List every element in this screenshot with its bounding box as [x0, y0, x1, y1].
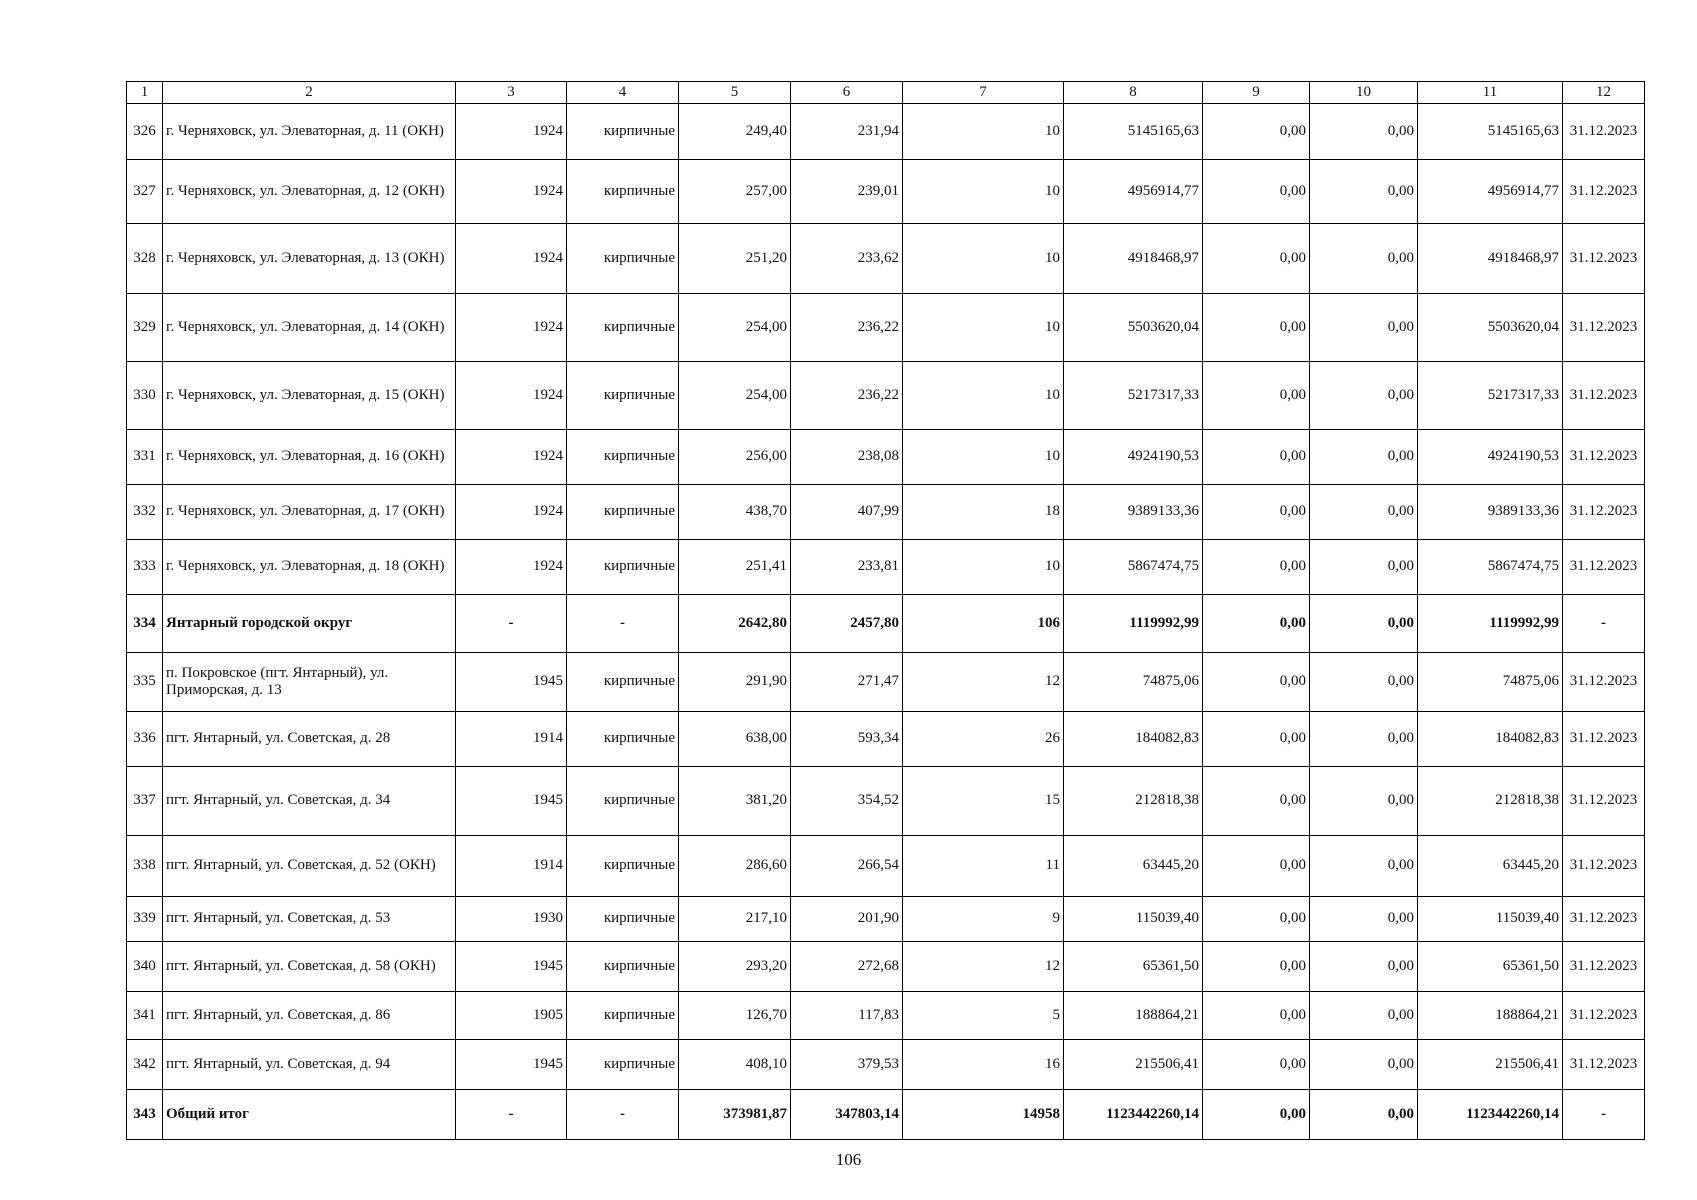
year-cell: 1930: [456, 897, 567, 942]
col-5-cell: 249,40: [679, 104, 791, 160]
col-9-cell: 0,00: [1203, 836, 1310, 897]
year-cell: 1924: [456, 294, 567, 362]
col-5-cell: 257,00: [679, 160, 791, 224]
col-9-cell: 0,00: [1203, 485, 1310, 540]
wall-material-cell: -: [567, 595, 679, 653]
address-cell: Общий итог: [163, 1090, 456, 1140]
col-11-cell: 5867474,75: [1418, 540, 1563, 595]
col-8-cell: 184082,83: [1064, 712, 1203, 767]
table-body: [127, 104, 1645, 1140]
col-11-cell: 4924190,53: [1418, 430, 1563, 485]
wall-material-cell: кирпичные: [567, 362, 679, 430]
col-9-cell: 0,00: [1203, 224, 1310, 294]
address-cell: пгт. Янтарный, ул. Советская, д. 34: [163, 767, 456, 836]
wall-material-cell: кирпичные: [567, 104, 679, 160]
col-5-cell: 286,60: [679, 836, 791, 897]
deadline-cell: 31.12.2023: [1563, 1040, 1645, 1090]
row-number: 329: [127, 294, 163, 362]
address-cell: г. Черняховск, ул. Элеваторная, д. 14 (ОКН): [163, 294, 456, 362]
wall-material-cell: кирпичные: [567, 1040, 679, 1090]
address-cell: г. Черняховск, ул. Элеваторная, д. 15 (ОКН): [163, 362, 456, 430]
column-number: 11: [1418, 82, 1563, 104]
col-9-cell: 0,00: [1203, 767, 1310, 836]
col-7-cell: 106: [903, 595, 1064, 653]
address-cell: г. Черняховск, ул. Элеваторная, д. 13 (ОКН): [163, 224, 456, 294]
table-row: [127, 430, 1645, 485]
col-5-cell: 256,00: [679, 430, 791, 485]
table-total-row: [127, 595, 1645, 653]
col-10-cell: 0,00: [1310, 430, 1418, 485]
col-11-cell: 4956914,77: [1418, 160, 1563, 224]
col-8-cell: 188864,21: [1064, 992, 1203, 1040]
deadline-cell: 31.12.2023: [1563, 942, 1645, 992]
deadline-cell: 31.12.2023: [1563, 362, 1645, 430]
col-9-cell: 0,00: [1203, 942, 1310, 992]
address-cell: пгт. Янтарный, ул. Советская, д. 28: [163, 712, 456, 767]
column-number: 1: [127, 82, 163, 104]
column-number: 2: [163, 82, 456, 104]
col-6-cell: 238,08: [791, 430, 903, 485]
year-cell: 1945: [456, 653, 567, 712]
col-10-cell: 0,00: [1310, 1090, 1418, 1140]
table-row: [127, 1040, 1645, 1090]
col-5-cell: 254,00: [679, 362, 791, 430]
table-row: [127, 767, 1645, 836]
wall-material-cell: кирпичные: [567, 767, 679, 836]
col-10-cell: 0,00: [1310, 362, 1418, 430]
col-10-cell: 0,00: [1310, 485, 1418, 540]
col-8-cell: 1119992,99: [1064, 595, 1203, 653]
page-number: 106: [835, 1150, 862, 1169]
col-5-cell: 251,41: [679, 540, 791, 595]
col-8-cell: 4918468,97: [1064, 224, 1203, 294]
col-5-cell: 291,90: [679, 653, 791, 712]
col-5-cell: 438,70: [679, 485, 791, 540]
col-6-cell: 201,90: [791, 897, 903, 942]
deadline-cell: 31.12.2023: [1563, 836, 1645, 897]
col-6-cell: 354,52: [791, 767, 903, 836]
col-7-cell: 11: [903, 836, 1064, 897]
col-5-cell: 638,00: [679, 712, 791, 767]
col-7-cell: 10: [903, 294, 1064, 362]
col-10-cell: 0,00: [1310, 1040, 1418, 1090]
col-5-cell: 126,70: [679, 992, 791, 1040]
col-9-cell: 0,00: [1203, 362, 1310, 430]
deadline-cell: -: [1563, 1090, 1645, 1140]
row-number: 343: [127, 1090, 163, 1140]
address-cell: г. Черняховск, ул. Элеваторная, д. 18 (ОКН): [163, 540, 456, 595]
col-10-cell: 0,00: [1310, 294, 1418, 362]
col-8-cell: 4924190,53: [1064, 430, 1203, 485]
deadline-cell: 31.12.2023: [1563, 430, 1645, 485]
table-row: [127, 104, 1645, 160]
col-6-cell: 379,53: [791, 1040, 903, 1090]
col-5-cell: 373981,87: [679, 1090, 791, 1140]
col-7-cell: 26: [903, 712, 1064, 767]
col-11-cell: 188864,21: [1418, 992, 1563, 1040]
col-9-cell: 0,00: [1203, 294, 1310, 362]
col-7-cell: 10: [903, 540, 1064, 595]
table-row: [127, 224, 1645, 294]
table-row: [127, 653, 1645, 712]
col-10-cell: 0,00: [1310, 836, 1418, 897]
year-cell: 1905: [456, 992, 567, 1040]
col-9-cell: 0,00: [1203, 712, 1310, 767]
col-11-cell: 115039,40: [1418, 897, 1563, 942]
column-number: 12: [1563, 82, 1645, 104]
col-8-cell: 5217317,33: [1064, 362, 1203, 430]
col-5-cell: 217,10: [679, 897, 791, 942]
address-cell: Янтарный городской округ: [163, 595, 456, 653]
col-8-cell: 74875,06: [1064, 653, 1203, 712]
col-10-cell: 0,00: [1310, 224, 1418, 294]
deadline-cell: 31.12.2023: [1563, 992, 1645, 1040]
deadline-cell: 31.12.2023: [1563, 485, 1645, 540]
row-number: 334: [127, 595, 163, 653]
table-row: [127, 836, 1645, 897]
year-cell: 1924: [456, 104, 567, 160]
col-8-cell: 5503620,04: [1064, 294, 1203, 362]
column-number: 10: [1310, 82, 1418, 104]
wall-material-cell: кирпичные: [567, 836, 679, 897]
col-6-cell: 233,81: [791, 540, 903, 595]
col-5-cell: 293,20: [679, 942, 791, 992]
row-number: 339: [127, 897, 163, 942]
col-9-cell: 0,00: [1203, 653, 1310, 712]
col-11-cell: 1119992,99: [1418, 595, 1563, 653]
row-number: 342: [127, 1040, 163, 1090]
address-cell: п. Покровское (пгт. Янтарный), ул. Приморская, д. 13: [163, 653, 456, 712]
col-6-cell: 347803,14: [791, 1090, 903, 1140]
col-10-cell: 0,00: [1310, 595, 1418, 653]
deadline-cell: 31.12.2023: [1563, 767, 1645, 836]
col-9-cell: 0,00: [1203, 160, 1310, 224]
table-row: [127, 712, 1645, 767]
address-cell: пгт. Янтарный, ул. Советская, д. 52 (ОКН): [163, 836, 456, 897]
deadline-cell: 31.12.2023: [1563, 897, 1645, 942]
wall-material-cell: кирпичные: [567, 224, 679, 294]
col-11-cell: 4918468,97: [1418, 224, 1563, 294]
col-11-cell: 5217317,33: [1418, 362, 1563, 430]
col-9-cell: 0,00: [1203, 1040, 1310, 1090]
table-row: [127, 942, 1645, 992]
address-cell: г. Черняховск, ул. Элеваторная, д. 16 (ОКН): [163, 430, 456, 485]
col-11-cell: 74875,06: [1418, 653, 1563, 712]
col-7-cell: 14958: [903, 1090, 1064, 1140]
column-number: 8: [1064, 82, 1203, 104]
col-10-cell: 0,00: [1310, 540, 1418, 595]
col-7-cell: 18: [903, 485, 1064, 540]
year-cell: 1924: [456, 362, 567, 430]
row-number: 335: [127, 653, 163, 712]
col-11-cell: 212818,38: [1418, 767, 1563, 836]
col-9-cell: 0,00: [1203, 540, 1310, 595]
address-cell: пгт. Янтарный, ул. Советская, д. 86: [163, 992, 456, 1040]
address-cell: пгт. Янтарный, ул. Советская, д. 94: [163, 1040, 456, 1090]
col-7-cell: 10: [903, 104, 1064, 160]
col-10-cell: 0,00: [1310, 712, 1418, 767]
deadline-cell: 31.12.2023: [1563, 712, 1645, 767]
col-9-cell: 0,00: [1203, 992, 1310, 1040]
col-10-cell: 0,00: [1310, 897, 1418, 942]
col-7-cell: 5: [903, 992, 1064, 1040]
table-row: [127, 160, 1645, 224]
year-cell: 1924: [456, 160, 567, 224]
col-7-cell: 10: [903, 160, 1064, 224]
col-10-cell: 0,00: [1310, 104, 1418, 160]
col-8-cell: 63445,20: [1064, 836, 1203, 897]
col-6-cell: 233,62: [791, 224, 903, 294]
year-cell: -: [456, 1090, 567, 1140]
year-cell: -: [456, 595, 567, 653]
address-cell: пгт. Янтарный, ул. Советская, д. 53: [163, 897, 456, 942]
col-6-cell: 239,01: [791, 160, 903, 224]
col-5-cell: 2642,80: [679, 595, 791, 653]
column-number: 6: [791, 82, 903, 104]
wall-material-cell: кирпичные: [567, 653, 679, 712]
table-total-row: [127, 1090, 1645, 1140]
col-8-cell: 65361,50: [1064, 942, 1203, 992]
col-5-cell: 408,10: [679, 1040, 791, 1090]
col-7-cell: 10: [903, 224, 1064, 294]
year-cell: 1945: [456, 1040, 567, 1090]
col-8-cell: 5145165,63: [1064, 104, 1203, 160]
col-6-cell: 272,68: [791, 942, 903, 992]
col-9-cell: 0,00: [1203, 430, 1310, 485]
col-7-cell: 16: [903, 1040, 1064, 1090]
col-8-cell: 115039,40: [1064, 897, 1203, 942]
deadline-cell: 31.12.2023: [1563, 104, 1645, 160]
col-6-cell: 117,83: [791, 992, 903, 1040]
col-8-cell: 9389133,36: [1064, 485, 1203, 540]
year-cell: 1924: [456, 430, 567, 485]
col-11-cell: 184082,83: [1418, 712, 1563, 767]
col-6-cell: 236,22: [791, 362, 903, 430]
col-9-cell: 0,00: [1203, 897, 1310, 942]
deadline-cell: 31.12.2023: [1563, 653, 1645, 712]
row-number: 341: [127, 992, 163, 1040]
deadline-cell: 31.12.2023: [1563, 160, 1645, 224]
table-row: [127, 540, 1645, 595]
wall-material-cell: кирпичные: [567, 485, 679, 540]
col-7-cell: 12: [903, 653, 1064, 712]
wall-material-cell: кирпичные: [567, 897, 679, 942]
col-11-cell: 63445,20: [1418, 836, 1563, 897]
col-7-cell: 10: [903, 430, 1064, 485]
col-11-cell: 1123442260,14: [1418, 1090, 1563, 1140]
year-cell: 1945: [456, 767, 567, 836]
col-10-cell: 0,00: [1310, 992, 1418, 1040]
table-row: [127, 294, 1645, 362]
row-number: 327: [127, 160, 163, 224]
col-9-cell: 0,00: [1203, 595, 1310, 653]
row-number: 336: [127, 712, 163, 767]
row-number: 338: [127, 836, 163, 897]
address-cell: г. Черняховск, ул. Элеваторная, д. 12 (ОКН): [163, 160, 456, 224]
row-number: 328: [127, 224, 163, 294]
wall-material-cell: кирпичные: [567, 430, 679, 485]
deadline-cell: 31.12.2023: [1563, 540, 1645, 595]
deadline-cell: 31.12.2023: [1563, 294, 1645, 362]
deadline-cell: -: [1563, 595, 1645, 653]
col-6-cell: 271,47: [791, 653, 903, 712]
col-8-cell: 5867474,75: [1064, 540, 1203, 595]
wall-material-cell: кирпичные: [567, 712, 679, 767]
row-number: 332: [127, 485, 163, 540]
wall-material-cell: кирпичные: [567, 992, 679, 1040]
col-8-cell: 212818,38: [1064, 767, 1203, 836]
wall-material-cell: -: [567, 1090, 679, 1140]
col-5-cell: 381,20: [679, 767, 791, 836]
row-number: 330: [127, 362, 163, 430]
year-cell: 1924: [456, 540, 567, 595]
col-10-cell: 0,00: [1310, 767, 1418, 836]
col-6-cell: 2457,80: [791, 595, 903, 653]
deadline-cell: 31.12.2023: [1563, 224, 1645, 294]
col-11-cell: 5145165,63: [1418, 104, 1563, 160]
col-10-cell: 0,00: [1310, 653, 1418, 712]
wall-material-cell: кирпичные: [567, 942, 679, 992]
col-9-cell: 0,00: [1203, 1090, 1310, 1140]
year-cell: 1924: [456, 485, 567, 540]
col-11-cell: 5503620,04: [1418, 294, 1563, 362]
col-7-cell: 15: [903, 767, 1064, 836]
year-cell: 1914: [456, 836, 567, 897]
registry-table: [126, 81, 1645, 1140]
col-11-cell: 9389133,36: [1418, 485, 1563, 540]
wall-material-cell: кирпичные: [567, 540, 679, 595]
column-number: 4: [567, 82, 679, 104]
col-11-cell: 215506,41: [1418, 1040, 1563, 1090]
col-7-cell: 12: [903, 942, 1064, 992]
col-10-cell: 0,00: [1310, 160, 1418, 224]
address-cell: пгт. Янтарный, ул. Советская, д. 58 (ОКН): [163, 942, 456, 992]
address-cell: г. Черняховск, ул. Элеваторная, д. 11 (ОКН): [163, 104, 456, 160]
col-8-cell: 4956914,77: [1064, 160, 1203, 224]
wall-material-cell: кирпичные: [567, 294, 679, 362]
column-number: 5: [679, 82, 791, 104]
col-6-cell: 266,54: [791, 836, 903, 897]
table-row: [127, 992, 1645, 1040]
table-row: [127, 362, 1645, 430]
table-row: [127, 897, 1645, 942]
row-number: 337: [127, 767, 163, 836]
column-number: 9: [1203, 82, 1310, 104]
wall-material-cell: кирпичные: [567, 160, 679, 224]
col-7-cell: 9: [903, 897, 1064, 942]
address-cell: г. Черняховск, ул. Элеваторная, д. 17 (ОКН): [163, 485, 456, 540]
table-row: [127, 485, 1645, 540]
col-8-cell: 1123442260,14: [1064, 1090, 1203, 1140]
col-5-cell: 254,00: [679, 294, 791, 362]
year-cell: 1914: [456, 712, 567, 767]
year-cell: 1945: [456, 942, 567, 992]
col-7-cell: 10: [903, 362, 1064, 430]
col-9-cell: 0,00: [1203, 104, 1310, 160]
col-10-cell: 0,00: [1310, 942, 1418, 992]
row-number: 333: [127, 540, 163, 595]
year-cell: 1924: [456, 224, 567, 294]
col-11-cell: 65361,50: [1418, 942, 1563, 992]
col-8-cell: 215506,41: [1064, 1040, 1203, 1090]
col-5-cell: 251,20: [679, 224, 791, 294]
col-6-cell: 593,34: [791, 712, 903, 767]
row-number: 326: [127, 104, 163, 160]
col-6-cell: 231,94: [791, 104, 903, 160]
row-number: 340: [127, 942, 163, 992]
row-number: 331: [127, 430, 163, 485]
column-number-row: [127, 82, 1645, 104]
col-6-cell: 407,99: [791, 485, 903, 540]
col-6-cell: 236,22: [791, 294, 903, 362]
column-number: 7: [903, 82, 1064, 104]
column-number: 3: [456, 82, 567, 104]
